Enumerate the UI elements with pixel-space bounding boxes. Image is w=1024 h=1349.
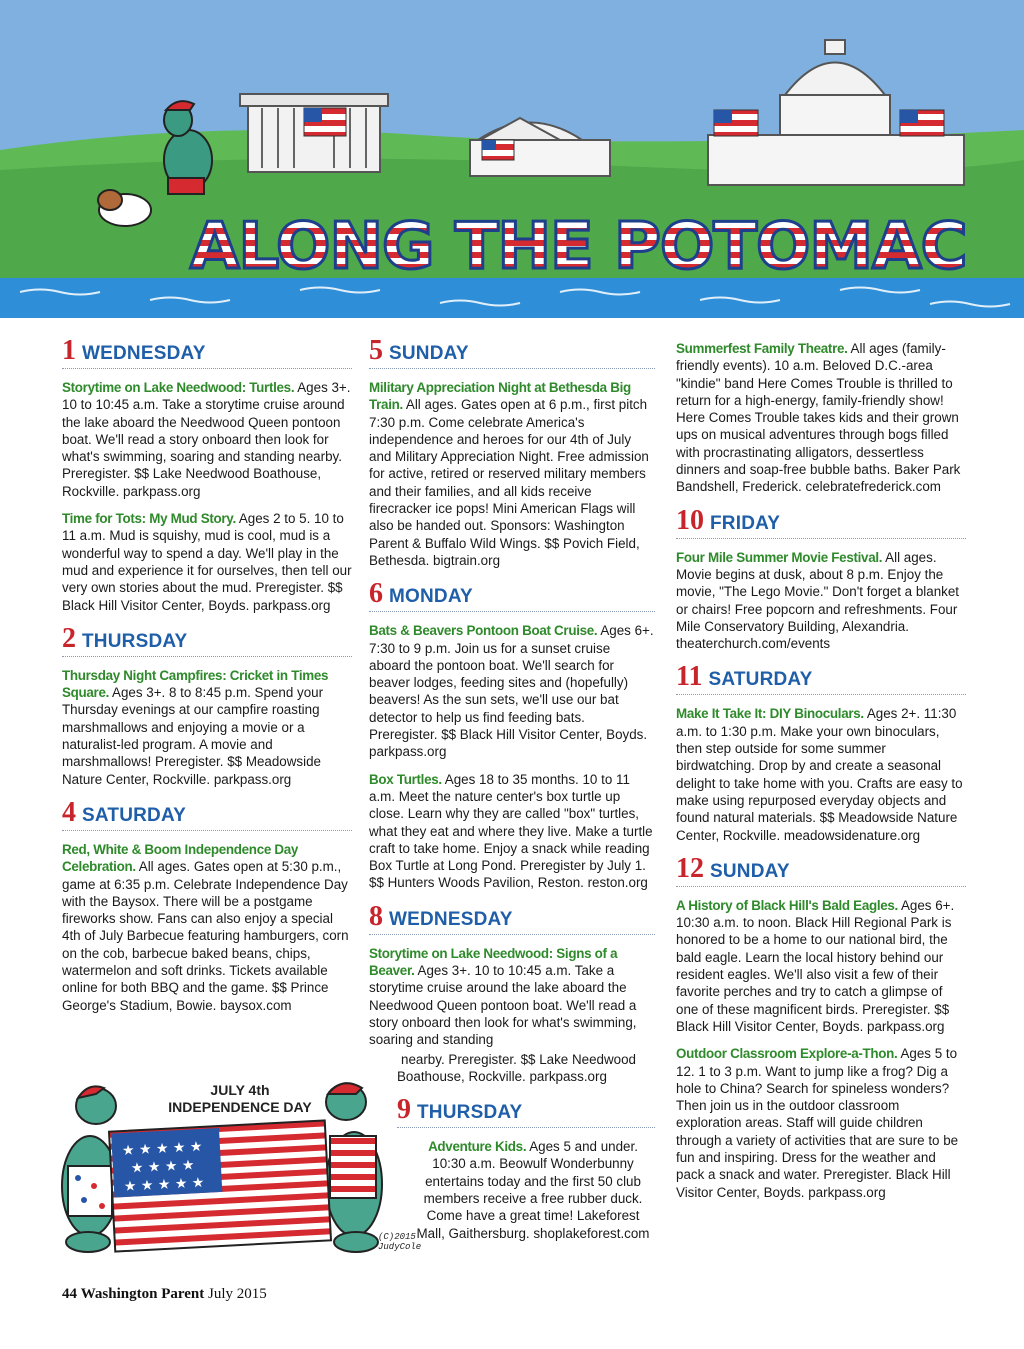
day-name: THURSDAY	[82, 630, 188, 652]
event-listing	[676, 897, 966, 1035]
page-number: 44	[62, 1286, 77, 1302]
day-number: 12	[676, 852, 704, 884]
column-1	[62, 330, 352, 1024]
day-heading-12	[676, 854, 966, 887]
event-listing	[676, 705, 966, 843]
day-name: SATURDAY	[82, 804, 187, 826]
event-title: Summerfest Family Theatre.	[676, 341, 848, 356]
event-description: Ages 2 to 5. 10 to 11 a.m. Mud is squishy, mud is cool, mud is a wonderful way to spend a day. We'll play in the mud and experience it for ourselves, then tell our very own stories about the mud. Preregister. $$ Black Hill Visitor Center, Boyds. parkpass.org	[62, 511, 352, 613]
event-description: Ages 5 to 12. 1 to 3 p.m. Want to jump like a frog? Dig a hole to China? Search for spineless wonders? Then join us in the outdoor classroom exploration areas. Staff will guide children through a variety of activities that are sure to be fun and inspiring. Dress for the weather and pack a snack and water. Preregister. Black Hill Visitor Center, Boyds. parkpass.org	[676, 1046, 959, 1200]
event-description: Ages 3+. 10 to 10:45 a.m. Take a storytime cruise around the lake aboard the Needwood Queen pontoon boat. We'll read a story onboard then look for what's swimming, soaring and standing nearby. Preregister. $$ Lake Needwood Boathouse, Rockville. parkpass.org	[62, 380, 351, 499]
event-listing	[369, 622, 655, 760]
event-listing	[62, 379, 352, 500]
event-title: A History of Black Hill's Bald Eagles.	[676, 897, 898, 913]
event-title: Make It Take It: DIY Binoculars.	[676, 706, 864, 722]
event-description: All ages. Gates open at 5:30 p.m., game at 6:35 p.m. Celebrate Independence Day with the Baysox. There will be a postgame fireworks show. Fans can also enjoy a special 4th of July Barbecue featuring hamburgers, corn on the cob, barbecue baked beans, chips, watermelon and soft drinks. Tickets available online for both BBQ and the game. $$ Prince George's Stadium, Bowie. baysox.com	[62, 859, 349, 1013]
banner-illustration	[0, 0, 1024, 318]
event-title: Adventure Kids.	[428, 1139, 527, 1155]
svg-text:★ ★ ★ ★: ★ ★ ★ ★	[130, 1157, 195, 1177]
day-number: 11	[676, 661, 703, 693]
illustration-caption	[140, 1082, 340, 1116]
event-description: Ages 6+. 10:30 a.m. to noon. Black Hill Regional Park is honored to be a home to our national bird, the bald eagle. Learn the local history behind our resident eagles. We'll also visit a few of their favorite perches and try to catch a glimpse of one of these magnificent birds. Preregister. $$ Black Hill Visitor Center, Boyds. parkpass.org	[676, 897, 955, 1034]
day-name: SUNDAY	[389, 343, 469, 364]
day-name: FRIDAY	[710, 512, 781, 534]
day-number: 9	[397, 1094, 411, 1126]
day-heading-10	[676, 506, 966, 539]
day-name: SATURDAY	[708, 669, 813, 691]
day-heading-4	[62, 798, 352, 831]
event-title: Storytime on Lake Needwood: Turtles.	[62, 380, 295, 395]
event-listing	[62, 841, 352, 1014]
day-number: 6	[369, 578, 383, 610]
copyright-year: (C)2015	[378, 1232, 416, 1242]
event-listing	[369, 771, 655, 892]
event-title: Outdoor Classroom Explore-a-Thon.	[676, 1046, 898, 1062]
american-flag	[109, 1120, 331, 1251]
svg-text:★ ★ ★ ★ ★: ★ ★ ★ ★ ★	[123, 1174, 205, 1196]
event-description: Ages 2+. 11:30 a.m. to 1:30 p.m. Make your own binoculars, then step outside for some summer birdwatching. Drop by and create a seasonal delight to take home with you. Crafts are easy to make using repurposed everyday objects and found natural materials. $$ Meadowside Nature Center, Rockville. meadowsidenature.org	[676, 706, 963, 843]
event-title: Storytime on Lake Needwood: Signs of a Beaver.	[369, 945, 618, 979]
day-name: SUNDAY	[710, 860, 790, 882]
banner-title: ALONG THE POTOMAC	[190, 210, 967, 284]
event-listing	[676, 1045, 966, 1201]
svg-text:★ ★ ★ ★ ★: ★ ★ ★ ★ ★	[121, 1138, 203, 1160]
column-3	[676, 330, 966, 1211]
day-heading-1	[62, 336, 352, 369]
day-heading-8	[369, 902, 655, 935]
event-description: Ages 3+. 10 to 10:45 a.m. Take a storytime cruise around the lake aboard the Needwood Queen pontoon boat. We'll read a story onboard then look for what's swimming, soaring and standing	[369, 963, 637, 1048]
event-listing	[62, 667, 352, 788]
event-description-continued: nearby. Preregister. $$ Lake Needwood	[401, 1051, 636, 1067]
caption-line: INDEPENDENCE DAY	[168, 1099, 312, 1115]
issue-date: July 2015	[208, 1286, 267, 1302]
event-listing	[369, 379, 655, 569]
event-listing	[62, 510, 352, 614]
event-description: All ages. Gates open at 6 p.m., first pitch 7:30 p.m. Come celebrate America's independence and heroes for our 4th of July and Military Appreciation Night. Free admission for active, retired or reserved military members and their families, and all kids receive firecracker ice pops! Mini American Flags will also be handed out. Sponsors: Washington Parent & Buffalo Wild Wings. $$ Povich Field, Bethesda. bigtrain.org	[369, 397, 649, 568]
event-description: Ages 5 and under. 10:30 a.m. Beowulf Wonderbunny entertains today and the first 50 club members receive a free rubber duck. Come have a great time! Lakeforest Mall, Gaithersburg. shoplakeforest.com	[416, 1139, 650, 1241]
page-footer	[62, 1286, 267, 1303]
day-number: 10	[676, 504, 704, 536]
event-description: All ages (family-friendly events). 10 a.m. Beloved D.C.-area "kindie" band Here Comes Trouble is thrilled to return for a high-energy, family-friendly show! Here Comes Trouble takes kids and their grown ups on musical adventures through bogs filled with procrastinating alligators, dessertless dinners and soap-free bubble baths. Baker Park Bandshell, Frederick. celebratefrederick.com	[676, 341, 961, 495]
event-title: Four Mile Summer Movie Festival.	[676, 549, 883, 565]
event-title: Thursday Night Campfires: Cricket in Times Square.	[62, 667, 329, 701]
day-number: 2	[62, 622, 76, 654]
day-number: 1	[62, 335, 76, 366]
event-listing	[676, 340, 966, 496]
event-description-continued: Boathouse, Rockville. parkpass.org	[397, 1068, 607, 1084]
header-banner	[0, 0, 1024, 318]
day-name: THURSDAY	[417, 1102, 523, 1124]
day-number: 5	[369, 335, 383, 366]
event-title: Box Turtles.	[369, 771, 442, 787]
event-description: Ages 6+. 7:30 to 9 p.m. Join us for a sunset cruise aboard the pontoon boat. We'll search for beaver lodges, feeding sites and (hopefully) beavers! As the sun sets, we'll use our bat detector to help us find feeding bats. Preregister. $$ Black Hill Visitor Center, Boyds. parkpass.org	[369, 623, 654, 760]
day-number: 4	[62, 796, 76, 828]
event-listing	[369, 945, 655, 1049]
day-heading-11	[676, 662, 966, 695]
day-heading-2	[62, 624, 352, 657]
event-title: Military Appreciation Night at Bethesda Big Train.	[369, 380, 631, 413]
event-title: Red, White & Boom Independence Day Celebration.	[62, 841, 299, 875]
event-description: All ages. Movie begins at dusk, about 8 p.m. Enjoy the movie, "The Lego Movie." Don't forget a blanket or chairs! Free popcorn and refreshments. Four Mile Conservatory Building, Alexandria. theaterchurch.com/events	[676, 549, 960, 652]
event-description: Ages 18 to 35 months. 10 to 11 a.m. Meet the nature center's box turtle up close. Learn why they are called "box" turtles, what they eat and where they live. Make a turtle craft to take home. Enjoy a snack while reading Box Turtle at Long Pond. Preregister by July 1. $$ Hunters Woods Pavilion, Reston. reston.org	[369, 771, 653, 891]
event-title: Time for Tots: My Mud Story.	[62, 511, 236, 527]
day-name: WEDNESDAY	[82, 343, 206, 364]
day-name: MONDAY	[389, 586, 473, 608]
day-heading-6	[369, 579, 655, 612]
day-name: WEDNESDAY	[389, 908, 513, 930]
event-description: Ages 3+. 8 to 8:45 p.m. Spend your Thursday evenings at our campfire roasting marshmallows and enjoying a movie or a naturalist-led program. A movie and marshmallows! Preregister. $$ Meadowside Nature Center, Rockville. parkpass.org	[62, 685, 324, 787]
lincoln-memorial	[240, 94, 388, 172]
event-title: Bats & Beavers Pontoon Boat Cruise.	[369, 623, 598, 639]
day-heading-5	[369, 336, 655, 369]
day-number: 8	[369, 900, 383, 932]
publication-name: Washington Parent	[80, 1286, 205, 1302]
event-listing	[676, 549, 966, 653]
caption-line: JULY 4th	[210, 1082, 270, 1098]
artist-name: JudyCole	[378, 1242, 422, 1252]
artist-credit	[378, 1232, 421, 1252]
